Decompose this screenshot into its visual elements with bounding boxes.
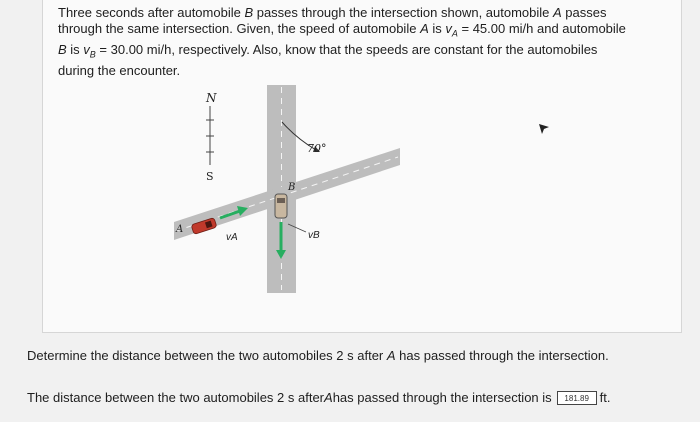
answer-unit: ft. [599, 390, 611, 405]
south-label: S [206, 170, 214, 183]
car-a-label: A [176, 224, 184, 235]
problem-line-4: during the encounter. [58, 62, 181, 78]
car-b-window [277, 198, 285, 203]
car-b [275, 194, 287, 218]
cursor-icon [537, 122, 551, 136]
angle-label: 70° [307, 142, 327, 155]
problem-text [58, 5, 628, 78]
answer-line: The distance between the two automobiles 2 s after A has passed through the intersection is 181.89 ft. [27, 390, 611, 405]
car-b-label: B [288, 182, 296, 193]
answer-input[interactable]: 181.89 [557, 391, 597, 405]
problem-line-1: Three seconds after automobile B passes through the intersection shown, automobile A passes [58, 5, 607, 20]
north-label: N [206, 91, 217, 105]
question-text: Determine the distance between the two automobiles 2 s after A has passed through the intersection. [27, 348, 609, 363]
problem-line-2: through the same intersection. Given, the speed of automobile A is $v_A = 45.00$ mi/h and automobile [58, 20, 626, 39]
vb-label: vB [308, 230, 320, 241]
intersection-figure [160, 82, 400, 297]
va-label: vA [226, 232, 238, 243]
problem-line-3: B is $v_B = 30.00$ mi/h, respectively. Also, know that the speeds are constant for the automobiles [58, 41, 598, 60]
